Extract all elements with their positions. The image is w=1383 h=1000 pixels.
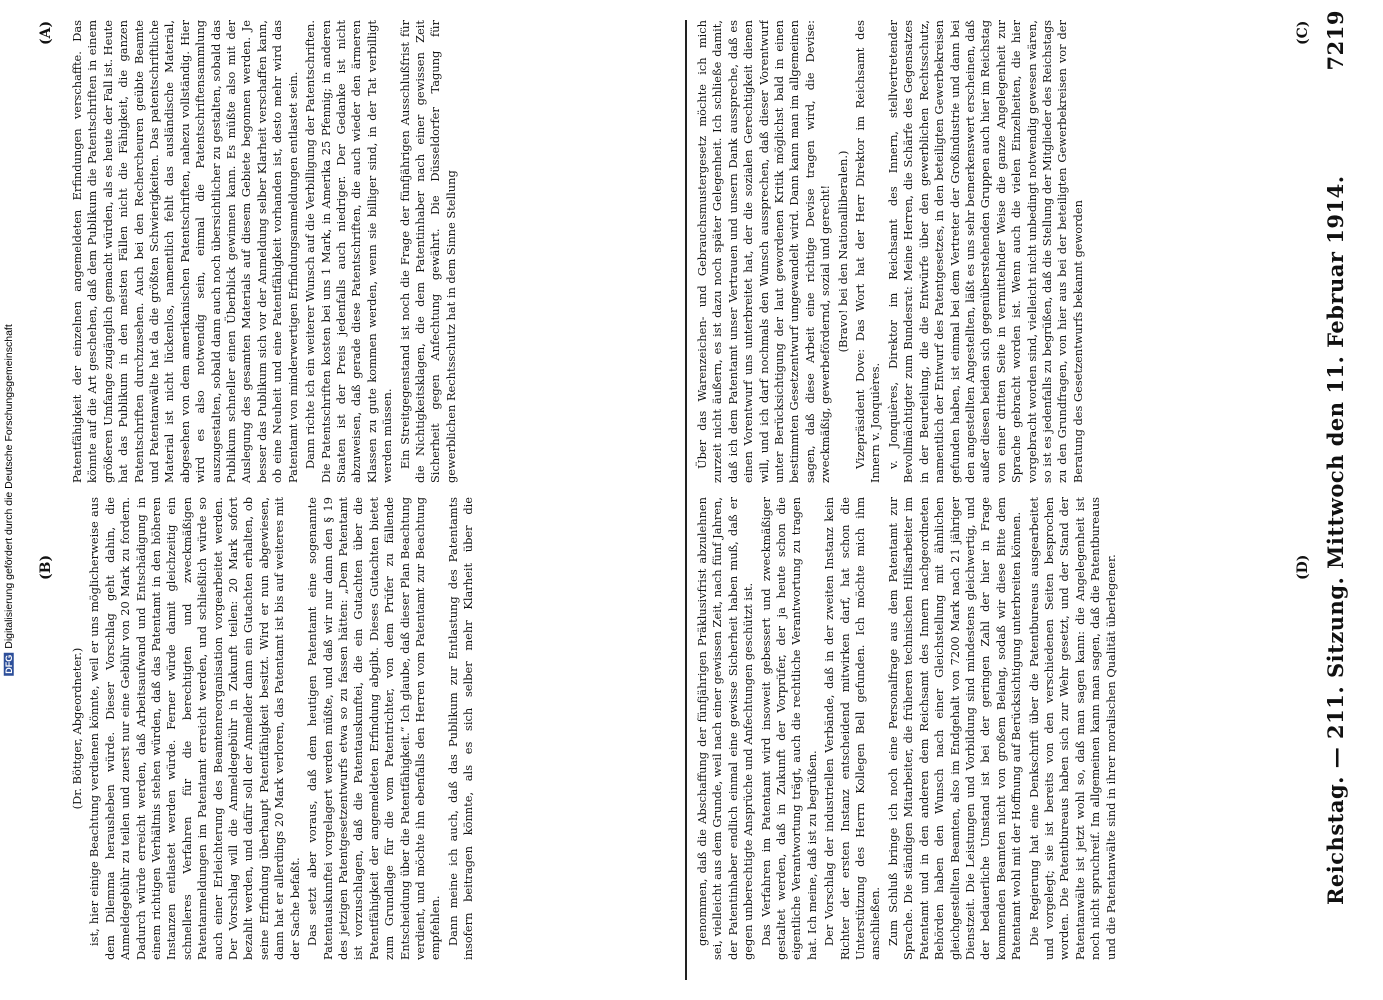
funding-credit — [3, 324, 15, 676]
session-title: Reichstag. — 211. Sitzung. Mittwoch den 11. Februar 1914. — [1322, 175, 1348, 906]
funding-credit-strip — [0, 0, 18, 1000]
funding-credit-text: Digitalisierung gefördert durch die Deutsche Forschungsgemeinschaft — [3, 324, 16, 649]
paragraph: Das Verfahren im Patentamt wird insoweit gebessert und zweckmäßiger gestaltet werden, daß in Zukunft der Vorprüfer, der ja heute schon die eigentliche Verantwortung trägt, auch die rechtliche Verantwortung zu tragen hat. Ich meine, daß ist zu begrüßen. — [758, 497, 819, 960]
margin-marker-c: (C) — [1295, 20, 1311, 45]
paragraph: Das setzt aber voraus, daß dem heutigen Patentamt eine sogenannte Patentauskunftei vorgelagert werden müßte, und daß wir nur dann den § 19 des jetzigen Patentgesetzentwurfs etwa so zu fassen hätten: „Dem Patentamt ist vorzuschlagen, daß die Patentauskunftei, die ein Gutachten über die Patentfähigkeit der angemeldeten Erfindung abgibt. Dieses Gutachten bietet zum Grundlage für die vom Patentrichter, von dem Prüfer zu fällende Entscheidung über die Patentfähigkeit.“ Ich glaube, daß dieser Plan Beachtung verdient, und möchte ihn ebenfalls den Herren vom Patentamt zur Beachtung empfehlen. — [305, 497, 443, 960]
paragraph: v. Jonquières, Direktor im Reichsamt des Innern, stellvertretender Bevollmächtigter zum Bundesrat: Meine Herren, die Schärfe des Gegensatzes in der Beurteilung, die die Entwürfe über den gewerblichen Rechtsschutz, namentlich der Entwurf des Patentgesetzes, in den beteiligten Gewerbekreisen gefunden haben, ist einmal bei dem Vertreter der Großindustrie und dann bei den angestellten Angestellten, läßt es uns sehr bemerkenswert erscheinen, daß außer diesen beiden sich gegenüberstehenden Gruppen auch hier im Reichstag von einer dritten Seite in vermittelnder Weise die ganze Angelegenheit zur Sprache gebracht worden ist. Wenn auch die vielen Einzelheiten, die hier vorgebracht worden sind, vielleicht nicht unbedingt notwendig gewesen wären, so ist es jedenfalls zu begrüßen, daß die Stellung der Mitglieder des Reichstags zu den Grundfragen, von hier aus bei der beteiligten Gewerbekreisen vor der Beratung des Gesetzentwurfs bekannt geworden — [885, 20, 1085, 483]
paragraph: Über das Warenzeichen- und Gebrauchsmustergesetz möchte ich mich zurzeit nicht äußern, es ist dazu noch später Gelegenheit. Ich schließe damit, daß ich dem Patentamt unser Vertrauen und unsern Dank ausspreche, daß es einen Vorentwurf uns unterbreitet hat, der die sozialen Gerechtigkeit dienen will, und ich darf nochmals den Wunsch aussprechen, daß dieser Vorentwurf unter Berücksichtigung der laut gewordenen Kritik möglichst bald in einen bestimmten Gesetzentwurf umgewandelt wird. Dann kann man im allgemeinen sagen, daß diese Arbeit eine richtige Devise tragen wird, die Devise: zweckmäßig, gewerbefördernd, sozial und gerecht! — [695, 20, 833, 483]
page-content — [30, 0, 1383, 1000]
paragraph: ist, hier einige Beachtung verdienen könnte, weil er uns möglicherweise aus dem Dilemma herausheben würde. Dieser Vorschlag geht dahin, die Anmeldegebühr zu teilen und zuerst nur eine Gebühr von 20 Mark zu fordern. Dadurch würde erreicht werden, daß Arbeitsaufwand und Entschädigung in einem richtigen Verhältnis stehen würden, daß das Patentamt in den höheren Instanzen entlastet werden würde. Ferner würde damit gleichzeitig ein schnelleres Verfahren für die berechtigten und zweckmäßigen Patentanmeldungen im Patentamt erreicht werden, und schließlich würde so auch einer Erleichterung des Beamtenreorganisation vorgearbeitet werden. Der Vorschlag will die Anmeldegebühr in Zukunft teilen: 20 Mark sofort bezahlt werden, und dafür soll der Anmelder dann ein Gutachten erhalten, ob seine Erfindung überhaupt Patentfähigkeit besitzt. Wird er nun abgewiesen, dann hat er allerdings 20 Mark verloren, das Patentamt ist bis auf weiteres mit der Sache befaßt. — [87, 497, 302, 960]
margin-marker-b: (B) — [38, 554, 54, 580]
paragraph: Dann richte ich ein weiterer Wunsch auf die Verbilligung der Patentschriften. Die Patentschriften kosten bei uns 1 Mark, in Amerika 25 Pfennig; in anderen Staaten ist der Preis jedenfalls auch niedriger. Der Gedanke ist nicht abzuweisen, daß gerade diese Patentschriften, die auch wieder den ärmeren Klassen zu gute kommen werden, wenn sie billiger sind, in der Tat verbilligt werden müssen. — [303, 20, 395, 483]
speaker-note: (Dr. Böttger, Abgeordneter.) — [70, 647, 84, 810]
applause-note: (Bravo! bei den Nationalliberalen.) — [835, 150, 850, 353]
paragraph: Dann meine ich auch, daß das Publikum zur Entlastung des Patentamts insofern beitragen könnte, als es sich selber mehr Klarheit über die Patentfähigkeit der einzelnen angemeldeten Erfindungen verschaffte. Das könnte auf die Art geschehen, daß dem Publikum die Patentschriften in einem größeren Umfange zugänglich gemacht würden, als es heute der Fall ist. Heute hat das Publikum in den meisten Fällen nicht die Fähigkeit, die ganzen Patentschriften durchzusehen. Auch bei den Rechercheuren geübte Beamte und Patentanwälte hat da die größten Schwierigkeiten. Das patentschriftliche Material ist nicht lückenlos, namentlich fehlt das ausländische Material, abgesehen von dem amerikanischen Patentschriften, nahezu vollständig. Hier wird es also notwendig sein, einmal die Patentschriftensammlung auszugestalten, sobald dann auch noch übersichtlicher zu gestalten, sobald das Publikum schneller einen Überblick gewinnen kann. Es müßte also mit der Auslegung des gesamten Materials auf diesem Gebiete begonnen werden. Je besser das Publikum sich vor der Anmeldung selber Klarheit verschaffen kann, ob eine Neuheit und eine Patentfähigkeit vorhanden ist, desto mehr wird das Patentamt von minderwertigen Erfindungsanmeldungen entlastet sein. — [70, 20, 476, 960]
page-number: 7219 — [1322, 10, 1348, 71]
column-right — [695, 20, 1310, 960]
paragraph: Ein Streitgegenstand ist noch die Frage der fünfjährigen Ausschlußfrist für die Nichtigkeitsklagen, die dem Patentinhaber nach einer gewissen Zeit Sicherheit gegen Anfechtung gewährt. Die Düsseldorfer Tagung für gewerblichen Rechtsschutz hat in dem Sinne Stellung — [397, 20, 458, 483]
paragraph: Der Vorschlag der industriellen Verbände, daß in der zweiten Instanz kein Richter der ersten Instanz entscheidend mitwirken darf, hat schon die Unterstützung des Herrn Kollegen Bell gefunden. Ich möchte mich ihm anschließen. — [822, 497, 883, 960]
paragraph: Die Regierung hat eine Denkschrift über die Patentbureaus ausgearbeitet und vorgelegt; sie ist bereits von den verschiedenen Seiten besprochen worden. Die Patentbureaus haben sich zur Wehr gesetzt, und der Stand der Patentanwälte ist jetzt wohl so, daß man sagen kann: die Angelegenheit ist noch nicht spruchreif. Im allgemeinen kann man sagen, daß die Patentbureaus und die Patentanwälte sind in ihrer moralischen Qualität überlegener. — [1026, 497, 1118, 960]
paragraph: Zum Schluß bringe ich noch eine Personalfrage aus dem Patentamt zur Sprache. Die ständigen Mitarbeiter, die früheren technischen Hilfsarbeiter im Patentamt und in den anderen dem Reichsamt des Innern nachgeordneten Behörden haben den Wunsch nach einer Gleichstellung mit ähnlichen gleichgestellten Beamten, also im Endgehalt von 7200 Mark nach 21 jähriger Dienstzeit. Die Leistungen und Vorbildung sind mindestens gleichwertig, und der bedauerliche Umstand ist bei der geringen Zahl der hier in Frage kommenden Beamten nicht von großem Belang, sodaß wir diese Bitte dem Patentamt wohl mit der Hoffnung auf Berücksichtigung unterbreiten können. — [885, 497, 1024, 960]
rotated-page-container — [30, 0, 1383, 1000]
column-divider — [685, 20, 687, 980]
page-header — [1320, 10, 1350, 990]
margin-marker-d: (D) — [1295, 554, 1311, 580]
paragraph: genommen, daß die Abschaffung der fünfjährigen Präklusivfrist abzulehnen sei, vielleicht aus dem Grunde, weil nach einer gewissen Zeit, nach fünf Jahren, der Patentinhaber endlich einmal eine gewisse Sicherheit haben muß, daß er gegen unberechtigte Ansprüche und Anfechtungen geschützt ist. — [695, 497, 756, 960]
margin-marker-a: (A) — [38, 20, 54, 45]
dfg-logo: DFG — [4, 654, 15, 674]
paragraph: Vizepräsident Dove: Das Wort hat der Herr Direktor im Reichsamt des Innern v. Jonquières. — [853, 20, 883, 483]
column-left — [70, 20, 675, 960]
